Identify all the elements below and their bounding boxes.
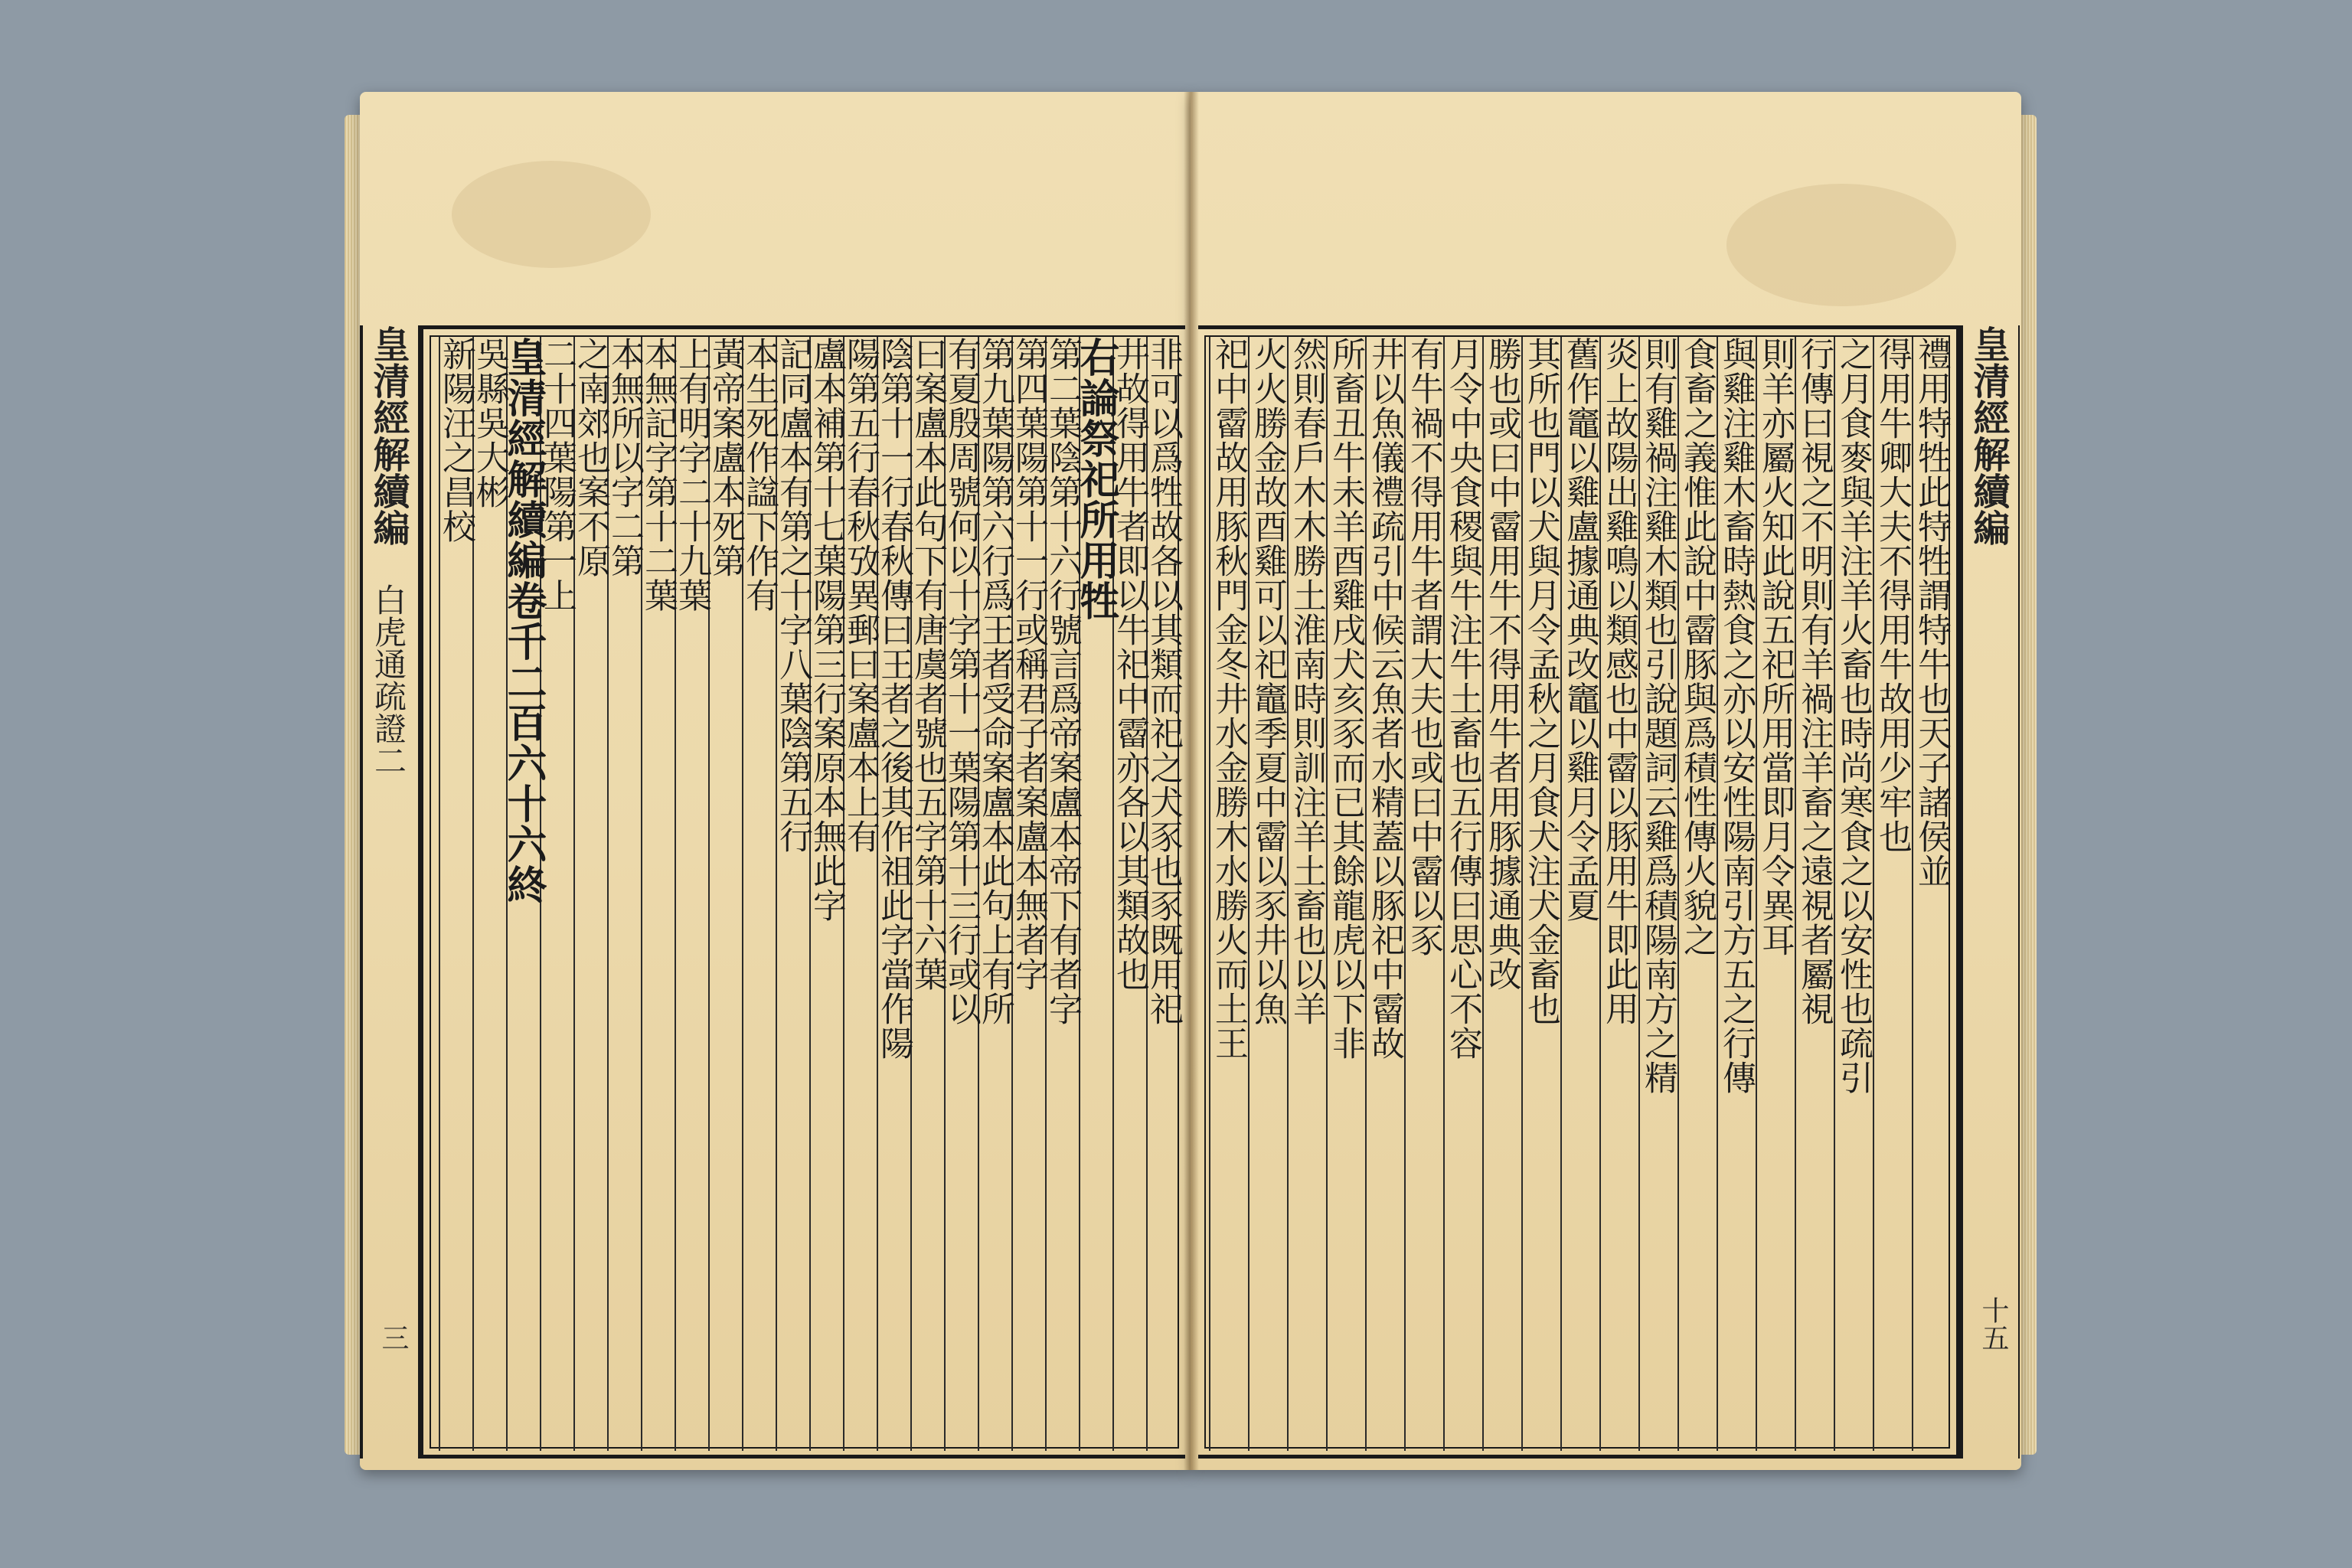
text-column: 其所也門以犬與月令孟秋之月食犬注犬金畜也 xyxy=(1521,337,1560,1451)
right-margin-folio: 十五 xyxy=(1978,1296,2009,1351)
left-margin-folio: 三 xyxy=(377,1324,409,1351)
text-column: 非可以爲牲故各以其類而祀之犬豕也豕既用祀 xyxy=(1146,337,1180,1451)
text-column: 陰第十一行春秋傳曰王者之後其作祖此字當作陽 xyxy=(877,337,910,1451)
text-column: 第二葉陰第十六行號言爲帝案盧本帝下有者字 xyxy=(1045,337,1079,1451)
text-column: 與雞注雞木畜時熱食之亦以安性陽南引方五之行傳 xyxy=(1717,337,1756,1451)
text-column: 之月食麥與羊注羊火畜也時尚寒食之以安性也疏引 xyxy=(1834,337,1873,1451)
text-column: 月令中央食稷與牛注牛土畜也五行傳曰思心不容 xyxy=(1443,337,1482,1451)
text-column: 舊作竈以雞盧據通典改竈以雞月令孟夏 xyxy=(1560,337,1599,1451)
text-column: 本無所以字二第 xyxy=(607,337,641,1451)
text-column: 勝也或曰中霤用牛不得用牛者用豚據通典改 xyxy=(1482,337,1521,1451)
colophon-column: 吳縣吳大彬 xyxy=(472,337,506,1451)
text-column: 右論祭祀所用牲 xyxy=(1079,337,1112,1451)
open-book xyxy=(337,92,2021,1501)
paper-stain xyxy=(452,161,651,268)
text-column: 然則春戶木木勝土淮南時則訓注羊土畜也以羊 xyxy=(1287,337,1326,1451)
page-edge-left xyxy=(345,115,361,1455)
text-column: 陽第五行春秋攷異郵曰案盧本上有 xyxy=(843,337,877,1451)
text-column: 火火勝金故酉雞可以祀竈季夏中霤以豕井以魚 xyxy=(1248,337,1287,1451)
closing-column: 皇清經解續編卷千二百六十六終 xyxy=(506,337,540,1451)
text-column: 有夏殷周號何以十字第十一葉陽第十三行或以 xyxy=(944,337,978,1451)
text-column: 本無記字第十二葉 xyxy=(641,337,675,1451)
text-column: 井故得用牛者即以牛祀中霤亦各以其類故也 xyxy=(1112,337,1146,1451)
text-column: 則羊亦屬火知此說五祀所用當即月令異耳 xyxy=(1756,337,1795,1451)
text-column: 第九葉陽第六行爲王者受命案盧本此句上有所 xyxy=(978,337,1011,1451)
text-column: 則有雞禍注雞木類也引說題詞云雞爲積陽南方之精 xyxy=(1638,337,1677,1451)
right-margin-title: 皇清經解續編 xyxy=(1967,325,2010,546)
text-column: 食畜之義惟此說中霤豚與爲積性傳火貌之 xyxy=(1677,337,1717,1451)
text-column: 曰案盧本此句下有唐虞者號也五字第十六葉 xyxy=(910,337,944,1451)
text-column: 所畜丑牛未羊酉雞戌犬亥豕而已其餘龍虎以下非 xyxy=(1326,337,1365,1451)
text-column: 二十四葉陽第一上 xyxy=(540,337,573,1451)
colophon-column: 新陽汪之昌校 xyxy=(439,337,472,1451)
right-margin-strip xyxy=(1960,325,2020,1459)
right-text-frame xyxy=(1198,325,1960,1459)
text-column: 本生死作諡下作有 xyxy=(742,337,776,1451)
text-column: 行傳曰視之不明則有羊禍注羊畜之遠視者屬視 xyxy=(1795,337,1834,1451)
paper-stain xyxy=(1726,184,1956,306)
text-column: 上有明字二十九葉 xyxy=(675,337,708,1451)
text-column: 有牛禍不得用牛者謂大夫也或曰中霤以豕 xyxy=(1404,337,1443,1451)
text-column: 禮用特牲此特牲謂特牛也天子諸侯並 xyxy=(1912,337,1951,1451)
left-margin-section: 白虎通疏證二 xyxy=(370,583,407,776)
left-text-frame xyxy=(420,325,1185,1459)
left-margin-title: 皇清經解續編 xyxy=(367,325,410,546)
text-column: 盧本補第十七葉陽第三行案原本無此字 xyxy=(809,337,843,1451)
text-column: 之南郊也案不原 xyxy=(573,337,607,1451)
left-margin-strip xyxy=(360,325,420,1459)
text-column: 記同盧本有第之十字八葉陰第五行 xyxy=(776,337,809,1451)
text-column: 井以魚儀禮疏引中候云魚者水精蓋以豚祀中霤故 xyxy=(1365,337,1404,1451)
book-spine xyxy=(1184,92,1199,1470)
page-edge-right xyxy=(2020,115,2037,1455)
text-column: 得用牛卿大夫不得用牛故用少牢也 xyxy=(1873,337,1912,1451)
text-column: 第四葉陽第十一行或稱君子者案盧本無者字 xyxy=(1011,337,1045,1451)
text-column: 祀中霤故用豚秋門金冬井水金勝木水勝火而土王 xyxy=(1209,337,1248,1451)
text-column: 黃帝案盧本死第 xyxy=(708,337,742,1451)
text-column: 炎上故陽出雞鳴以類感也中霤以豚用牛即此用 xyxy=(1599,337,1638,1451)
